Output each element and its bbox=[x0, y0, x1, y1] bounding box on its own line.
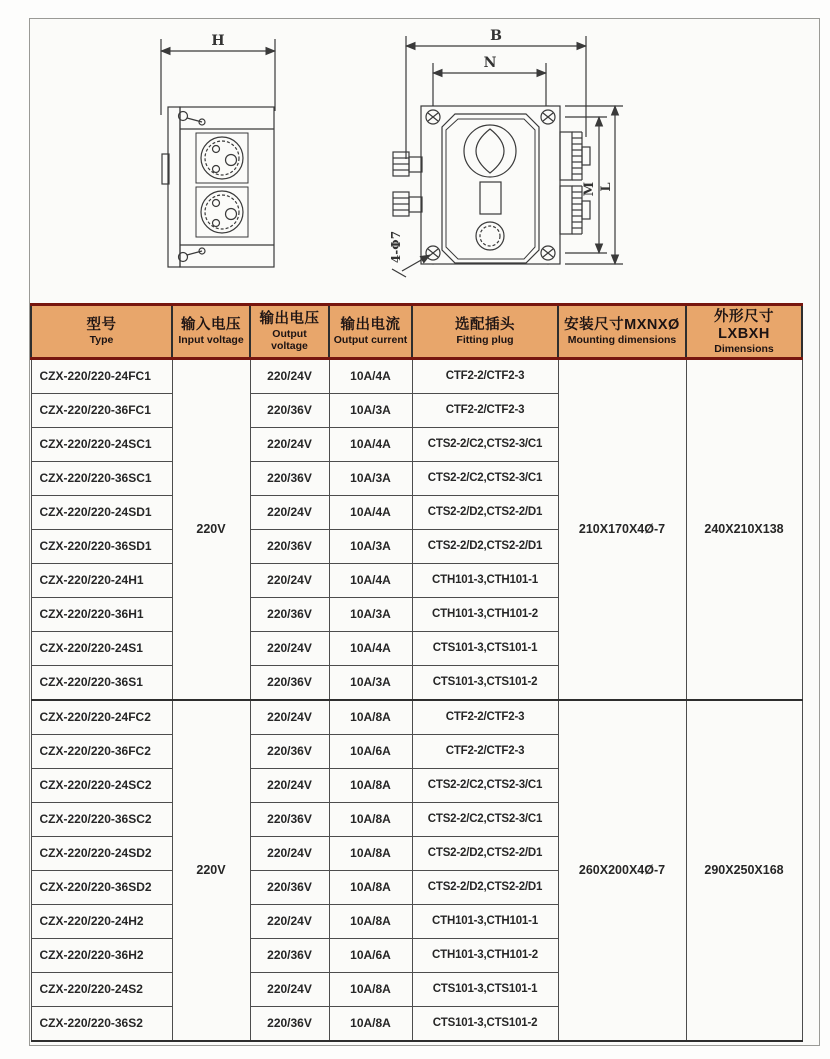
cable-gland-icon bbox=[393, 152, 422, 176]
output-current-cell: 10A/4A bbox=[329, 428, 412, 462]
output-voltage-cell: 220/36V bbox=[250, 735, 329, 769]
dimensions-cell: 290X250X168 bbox=[686, 700, 802, 1041]
table-row bbox=[31, 359, 802, 394]
dim-label-h: H bbox=[211, 33, 225, 49]
socket-icon bbox=[196, 133, 248, 183]
output-voltage-cell: 220/36V bbox=[250, 530, 329, 564]
col-header-output-current: 输出电流 Output current bbox=[329, 305, 412, 359]
table-row bbox=[31, 700, 802, 735]
fitting-plug-cell: CTS101-3,CTS101-1 bbox=[412, 973, 558, 1007]
dimensions-cell: 240X210X138 bbox=[686, 359, 802, 701]
model-cell: CZX-220/220-24SD1 bbox=[31, 496, 172, 530]
dim-label-l: L bbox=[599, 182, 614, 192]
fitting-plug-cell: CTS2-2/D2,CTS2-2/D1 bbox=[412, 530, 558, 564]
fitting-plug-cell: CTH101-3,CTH101-2 bbox=[412, 939, 558, 973]
fitting-plug-cell: CTS2-2/C2,CTS2-3/C1 bbox=[412, 803, 558, 837]
output-current-cell: 10A/3A bbox=[329, 462, 412, 496]
input-voltage-cell: 220V bbox=[172, 359, 250, 701]
model-cell: CZX-220/220-36FC2 bbox=[31, 735, 172, 769]
fitting-plug-cell: CTF2-2/CTF2-3 bbox=[412, 394, 558, 428]
dim-label-n: N bbox=[483, 55, 497, 71]
output-voltage-cell: 220/36V bbox=[250, 462, 329, 496]
model-cell: CZX-220/220-24SD2 bbox=[31, 837, 172, 871]
fitting-plug-cell: CTS2-2/C2,CTS2-3/C1 bbox=[412, 462, 558, 496]
output-current-cell: 10A/6A bbox=[329, 939, 412, 973]
model-cell: CZX-220/220-36SD2 bbox=[31, 871, 172, 905]
model-cell: CZX-220/220-24SC1 bbox=[31, 428, 172, 462]
fitting-plug-cell: CTH101-3,CTH101-2 bbox=[412, 598, 558, 632]
col-header-mounting-dimensions: 安装尺寸MXNXØ Mounting dimensions bbox=[558, 305, 686, 359]
cable-gland-icon bbox=[393, 192, 422, 216]
table-header-row bbox=[31, 305, 802, 359]
dim-label-m: M bbox=[582, 181, 597, 197]
mounting-dimensions-cell: 260X200X4Ø-7 bbox=[558, 700, 686, 1041]
col-header-dimensions: 外形尺寸LXBXH Dimensions bbox=[686, 305, 802, 359]
fitting-plug-cell: CTF2-2/CTF2-3 bbox=[412, 700, 558, 735]
fitting-plug-cell: CTS2-2/D2,CTS2-2/D1 bbox=[412, 496, 558, 530]
model-cell: CZX-220/220-24FC2 bbox=[31, 700, 172, 735]
fitting-plug-cell: CTS2-2/C2,CTS2-3/C1 bbox=[412, 769, 558, 803]
output-current-cell: 10A/3A bbox=[329, 530, 412, 564]
output-voltage-cell: 220/24V bbox=[250, 564, 329, 598]
col-header-type: 型号 Type bbox=[31, 305, 172, 359]
output-current-cell: 10A/8A bbox=[329, 1007, 412, 1042]
model-cell: CZX-220/220-36SC2 bbox=[31, 803, 172, 837]
fitting-plug-cell: CTS101-3,CTS101-2 bbox=[412, 666, 558, 701]
output-current-cell: 10A/8A bbox=[329, 837, 412, 871]
side-connector-icon bbox=[560, 132, 590, 180]
output-voltage-cell: 220/36V bbox=[250, 1007, 329, 1042]
output-current-cell: 10A/3A bbox=[329, 666, 412, 701]
col-header-output-voltage: 输出电压 Output voltage bbox=[250, 305, 329, 359]
model-cell: CZX-220/220-36S2 bbox=[31, 1007, 172, 1042]
model-cell: CZX-220/220-36H2 bbox=[31, 939, 172, 973]
output-voltage-cell: 220/24V bbox=[250, 837, 329, 871]
output-voltage-cell: 220/36V bbox=[250, 666, 329, 701]
output-current-cell: 10A/3A bbox=[329, 394, 412, 428]
output-voltage-cell: 220/36V bbox=[250, 394, 329, 428]
col-header-input-voltage: 输入电压 Input voltage bbox=[172, 305, 250, 359]
model-cell: CZX-220/220-36H1 bbox=[31, 598, 172, 632]
technical-drawings bbox=[30, 19, 819, 303]
dim-label-b: B bbox=[490, 28, 502, 44]
spec-table bbox=[30, 303, 803, 1042]
side-view-drawing bbox=[161, 33, 275, 267]
output-current-cell: 10A/4A bbox=[329, 632, 412, 666]
fitting-plug-cell: CTF2-2/CTF2-3 bbox=[412, 735, 558, 769]
model-cell: CZX-220/220-36SC1 bbox=[31, 462, 172, 496]
output-current-cell: 10A/8A bbox=[329, 803, 412, 837]
output-current-cell: 10A/8A bbox=[329, 973, 412, 1007]
output-voltage-cell: 220/24V bbox=[250, 428, 329, 462]
output-voltage-cell: 220/24V bbox=[250, 973, 329, 1007]
fitting-plug-cell: CTS2-2/D2,CTS2-2/D1 bbox=[412, 837, 558, 871]
mounting-dimensions-cell: 210X170X4Ø-7 bbox=[558, 359, 686, 701]
fitting-plug-cell: CTH101-3,CTH101-1 bbox=[412, 905, 558, 939]
output-current-cell: 10A/8A bbox=[329, 700, 412, 735]
model-cell: CZX-220/220-24S1 bbox=[31, 632, 172, 666]
output-current-cell: 10A/3A bbox=[329, 598, 412, 632]
output-current-cell: 10A/8A bbox=[329, 769, 412, 803]
content-frame bbox=[29, 18, 820, 1046]
output-current-cell: 10A/6A bbox=[329, 735, 412, 769]
output-voltage-cell: 220/24V bbox=[250, 769, 329, 803]
output-voltage-cell: 220/24V bbox=[250, 905, 329, 939]
fitting-plug-cell: CTS101-3,CTS101-2 bbox=[412, 1007, 558, 1042]
output-voltage-cell: 220/36V bbox=[250, 598, 329, 632]
output-voltage-cell: 220/24V bbox=[250, 359, 329, 394]
output-voltage-cell: 220/24V bbox=[250, 700, 329, 735]
output-current-cell: 10A/8A bbox=[329, 871, 412, 905]
model-cell: CZX-220/220-36FC1 bbox=[31, 394, 172, 428]
input-voltage-cell: 220V bbox=[172, 700, 250, 1041]
fitting-plug-cell: CTF2-2/CTF2-3 bbox=[412, 359, 558, 394]
model-cell: CZX-220/220-36SD1 bbox=[31, 530, 172, 564]
front-view-drawing bbox=[389, 28, 623, 277]
output-current-cell: 10A/8A bbox=[329, 905, 412, 939]
model-cell: CZX-220/220-24S2 bbox=[31, 973, 172, 1007]
model-cell: CZX-220/220-24SC2 bbox=[31, 769, 172, 803]
output-voltage-cell: 220/24V bbox=[250, 632, 329, 666]
model-cell: CZX-220/220-36S1 bbox=[31, 666, 172, 701]
fitting-plug-cell: CTH101-3,CTH101-1 bbox=[412, 564, 558, 598]
socket-icon bbox=[196, 187, 248, 237]
fitting-plug-cell: CTS2-2/C2,CTS2-3/C1 bbox=[412, 428, 558, 462]
fitting-plug-cell: CTS2-2/D2,CTS2-2/D1 bbox=[412, 871, 558, 905]
model-cell: CZX-220/220-24H1 bbox=[31, 564, 172, 598]
fitting-plug-cell: CTS101-3,CTS101-1 bbox=[412, 632, 558, 666]
output-voltage-cell: 220/36V bbox=[250, 871, 329, 905]
output-voltage-cell: 220/36V bbox=[250, 803, 329, 837]
output-current-cell: 10A/4A bbox=[329, 564, 412, 598]
model-cell: CZX-220/220-24FC1 bbox=[31, 359, 172, 394]
col-header-fitting-plug: 选配插头 Fitting plug bbox=[412, 305, 558, 359]
output-current-cell: 10A/4A bbox=[329, 359, 412, 394]
model-cell: CZX-220/220-24H2 bbox=[31, 905, 172, 939]
output-voltage-cell: 220/24V bbox=[250, 496, 329, 530]
hole-callout-label: 4-Φ7 bbox=[389, 230, 403, 264]
output-current-cell: 10A/4A bbox=[329, 496, 412, 530]
output-voltage-cell: 220/36V bbox=[250, 939, 329, 973]
